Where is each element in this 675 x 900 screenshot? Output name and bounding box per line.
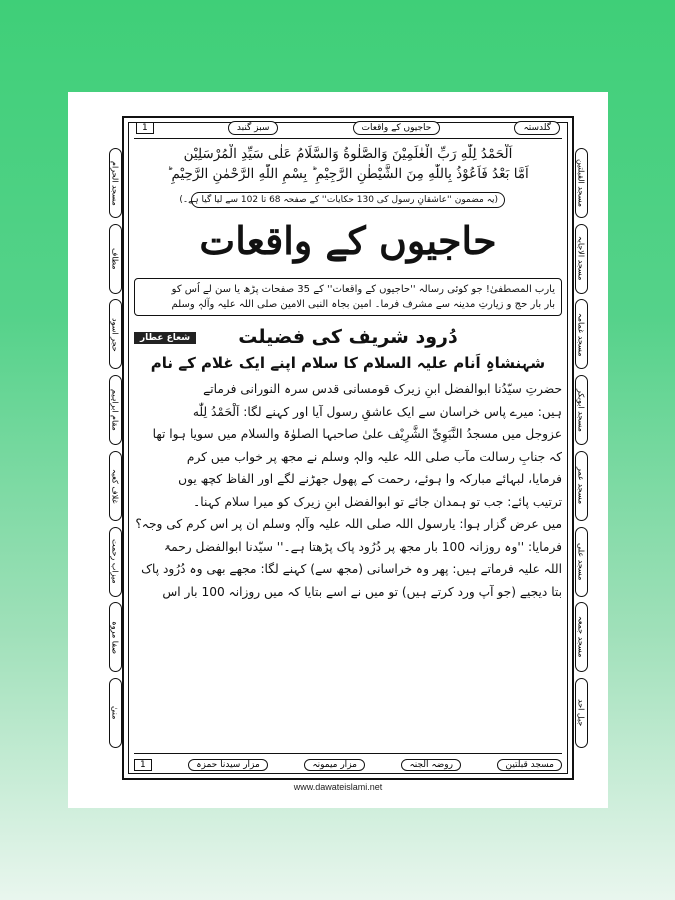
paragraph-line: ہیں: میرے پاس خراسان سے ایک عاشقِ رسول آیا اور کہنے لگا: اَلْحَمْدُ لِلّٰه [192,404,562,419]
bismillah-line-2: اَمَّا بَعْدُ فَاَعُوْذُ بِاللّٰهِ مِنَ الشَّیْطٰنِ الرَّجِیْمِ ؕ بِسْمِ اللّٰهِ الرَّحْمٰنِ الرَّحِیْمِ ؕ [167,166,529,182]
document-page [68,92,608,808]
side-label: مقام ابراہیم [109,375,122,445]
side-label: مسجد علی [575,527,588,597]
side-label: مسجد غمامہ [575,299,588,369]
side-label: مسجد الحرام [109,148,122,218]
dua-box [134,278,562,316]
header-tab-center: حاجیوں کے واقعات [353,121,441,135]
side-label: مطاف [109,224,122,294]
side-label: میزاب رحمت [109,527,122,597]
right-margin-labels [566,148,596,748]
header-tab-right: گلدستہ [514,121,560,135]
paragraph-line: اللہ علیہ فرماتے ہیں: پھر وہ خراسانی (مجھ سے) کہنے لگا: مجھے بھی وہ دُرُود پاک [141,562,562,576]
dua-line: یارب المصطفیٰ! جو کوئی رسالہ ''حاجیوں کے واقعات'' کے 35 صفحات پڑھ یا سن لے اُس کو [171,284,555,295]
footer-page-number: 1 [134,759,152,771]
footer-tab: روضہ الجنہ [401,759,461,771]
bismillah-line-1: اَلْحَمْدُ لِلّٰهِ رَبِّ الْعٰلَمِیْنَ وَالصَّلٰوةُ وَالسَّلَامُ عَلٰی سَیِّدِ الْمُرْسَلِیْن [183,146,513,162]
footer-divider [134,753,562,754]
page-footer [134,756,562,774]
side-label: غلاف کعبہ [109,451,122,521]
side-label: مسجد عمر [575,451,588,521]
paragraph-line: فرمایا: ''وہ روزانہ 100 بار مجھ پر دُرُود پاک پڑھتا ہے۔'' سیّدنا ابوالفضل رحمۃ [164,539,562,554]
side-label: صفا مروہ [109,602,122,672]
side-label: مسجد جمعہ [575,602,588,672]
side-label: حجر اسود [109,299,122,369]
body-paragraph [134,378,562,603]
footer-tab: مزار میمونہ [304,759,365,771]
side-label: مسجد القبلتین [575,148,588,218]
page-header [136,118,560,138]
paragraph-line: بتا دیجیے (جو آپ ورد کرتے ہیں) تو میں نے اسے بتایا کہ میں روزانہ 100 بار اس [162,584,562,599]
website-url: www.dawateislami.net [293,782,383,792]
side-label: منیٰ [109,678,122,748]
section-title: دُرود شریف کی فضیلت [238,326,458,348]
page-border-frame [110,116,586,780]
paragraph-line: ترتیب پائے: جب تو ہمدان جائے تو ابوالفضل ابنِ زیرک کو میرا سلام کہنا۔ [193,494,562,509]
header-tab-left: سبز گنبد [228,121,279,135]
left-margin-labels [100,148,130,748]
side-label: جبل احد [575,678,588,748]
paragraph-line: عزوجل میں مسجدُ النَّبَوِیِّ الشَّرِیْف علیٰ صاحبہا الصلوٰۃ والسلام میں سویا ہوا تھا [152,427,562,441]
paragraph-line: کہ جنابِ رسالت مآب صلی اللہ علیہ والہٖ وسلم نے مجھ پر خواب میں کرم [186,449,562,464]
footer-tab: مزار سیدنا حمزہ [188,759,268,771]
page-title: حاجیوں کے واقعات [199,218,497,263]
page-content [134,144,562,746]
dua-line: بار بار حج و زیارتِ مدینہ سے مشرف فرما۔ امین بجاہ النبی الامین صلی اللہ علیہ وآلہٖ وسلم [171,299,555,310]
paragraph-line: حضرتِ سیّدُنا ابوالفضل ابنِ زیرک قومسانی قدس سرہ النورانی فرماتے [203,382,562,396]
side-label: مسجد ابوبکر [575,375,588,445]
author-tag: شعاع عطار [134,332,196,344]
section-subtitle: شہنشاہِ اَنام علیہ السلام کا سلام اپنے ایک غلام کے نام [150,354,546,372]
source-note: (یہ مضمون ''عاشقانِ رسول کی 130 حکایات'' کے صفحہ 68 تا 102 سے لیا گیا ہے۔) [191,192,505,208]
paragraph-line: میں عرض گزار ہوا: یارسول اللہ صلی اللہ علیہ وآلہٖ وسلم ان پر اس کرم کی وجہ؟ [135,517,562,531]
footer-tab: مسجد قبلتین [497,759,562,771]
paragraph-line: فرمایا، لبہائے مبارکہ وا ہوئے، رحمت کے پھول جھڑنے لگے اور الفاظ کچھ یوں [178,472,562,486]
side-label: مسجد الاجابہ [575,224,588,294]
header-divider [134,138,562,139]
header-page-number: 1 [136,122,154,134]
